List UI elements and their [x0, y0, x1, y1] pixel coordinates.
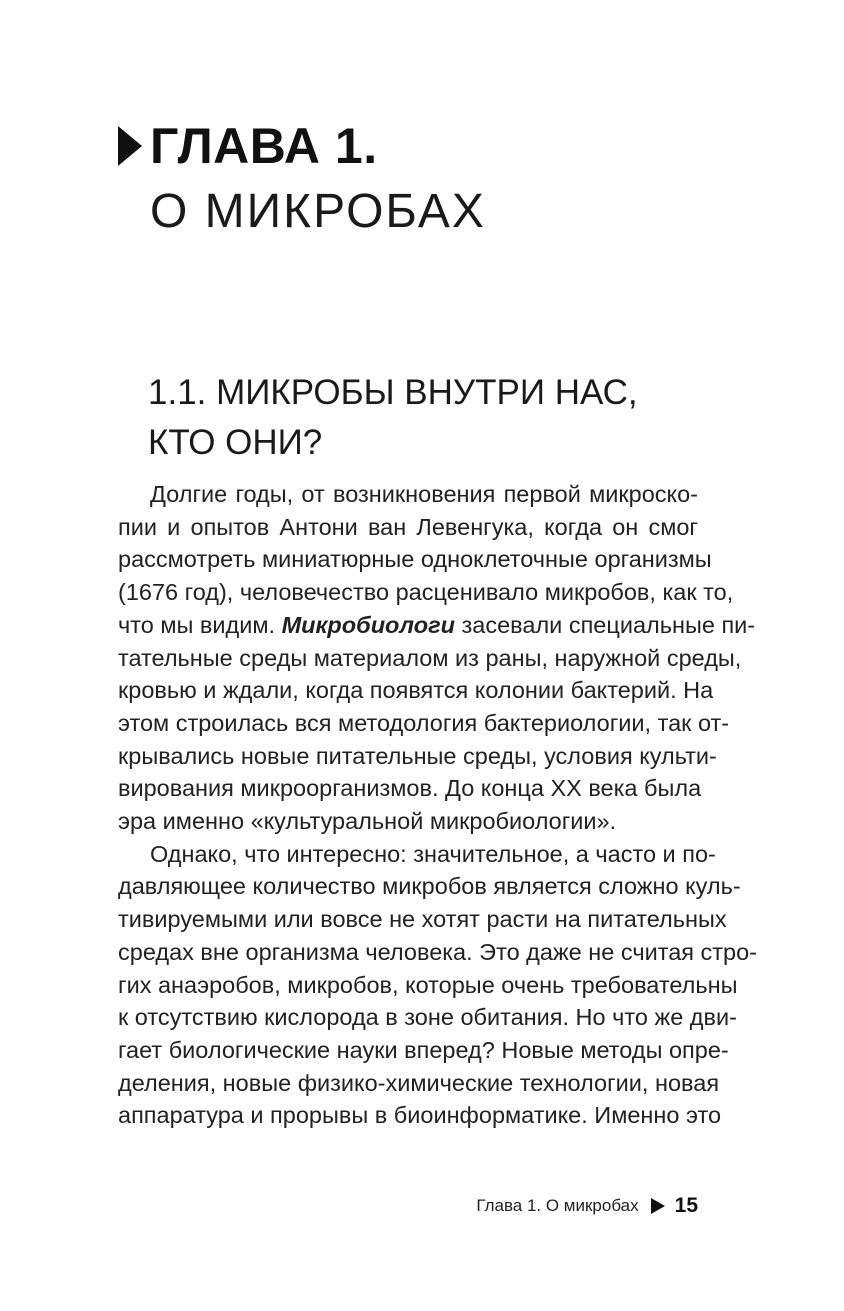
chapter-title: О МИКРОБАХ — [150, 185, 486, 238]
text-line: эра именно «культуральной микробиологии». — [118, 808, 617, 835]
chapter-marker-icon — [118, 126, 142, 166]
text-line: (1676 год), человечество расценивало микробов, как то, — [118, 579, 734, 606]
page-marker-icon — [651, 1198, 665, 1214]
page-footer — [476, 1192, 698, 1220]
text-line: Долгие годы, от возникновения первой микроско- — [150, 481, 698, 507]
text-line: деления, новые физико-химические технологии, новая — [118, 1069, 720, 1096]
text-line: аппаратура и прорывы в биоинформатике. Именно это — [118, 1102, 722, 1129]
text-line — [118, 609, 756, 642]
text-line: давляющее количество микробов является сложно куль- — [118, 873, 741, 900]
text-line: рассмотреть миниатюрные одноклеточные организмы — [118, 546, 712, 573]
paragraph-2 — [118, 838, 758, 1132]
text-line: к отсутствию кислорода в зоне обитания. Но что же дви- — [118, 1004, 737, 1031]
page-number: 15 — [674, 1194, 698, 1217]
running-title: Глава 1. О микробах — [476, 1196, 639, 1215]
text-line: кровью и ждали, когда появятся колонии бактерий. На — [118, 677, 714, 704]
chapter-label: ГЛАВА 1. — [150, 118, 378, 174]
text-span: засевали специальные пи- — [454, 611, 756, 638]
text-line: тивируемыми или вовсе не хотят расти на питательных — [118, 906, 727, 933]
text-line: крывались новые питательные среды, условия культи- — [118, 742, 717, 769]
text-line: Однако, что интересно: значительное, а часто и по- — [150, 840, 716, 867]
body-text — [118, 478, 758, 1132]
emphasized-term: Микробиологи — [281, 611, 455, 638]
section-heading-line-1: 1.1. МИКРОБЫ ВНУТРИ НАС, — [148, 373, 638, 412]
text-span: что мы видим. — [118, 611, 282, 638]
text-line: гих анаэробов, микробов, которые очень требовательны — [118, 971, 738, 998]
section-heading — [148, 368, 638, 468]
text-line: гает биологические науки вперед? Новые методы опре- — [118, 1036, 729, 1063]
text-line: средах вне организма человека. Это даже не считая стро- — [118, 938, 758, 965]
text-line: пии и опытов Антони ван Левенгука, когда он смог — [118, 513, 698, 540]
text-line: вирования микроорганизмов. До конца XX века была — [118, 775, 702, 802]
text-line: этом строилась вся методология бактериологии, так от- — [118, 709, 730, 736]
text-line: тательные среды материалом из раны, наружной среды, — [118, 644, 742, 671]
paragraph-1 — [118, 478, 756, 838]
section-heading-line-2: КТО ОНИ? — [148, 423, 323, 462]
